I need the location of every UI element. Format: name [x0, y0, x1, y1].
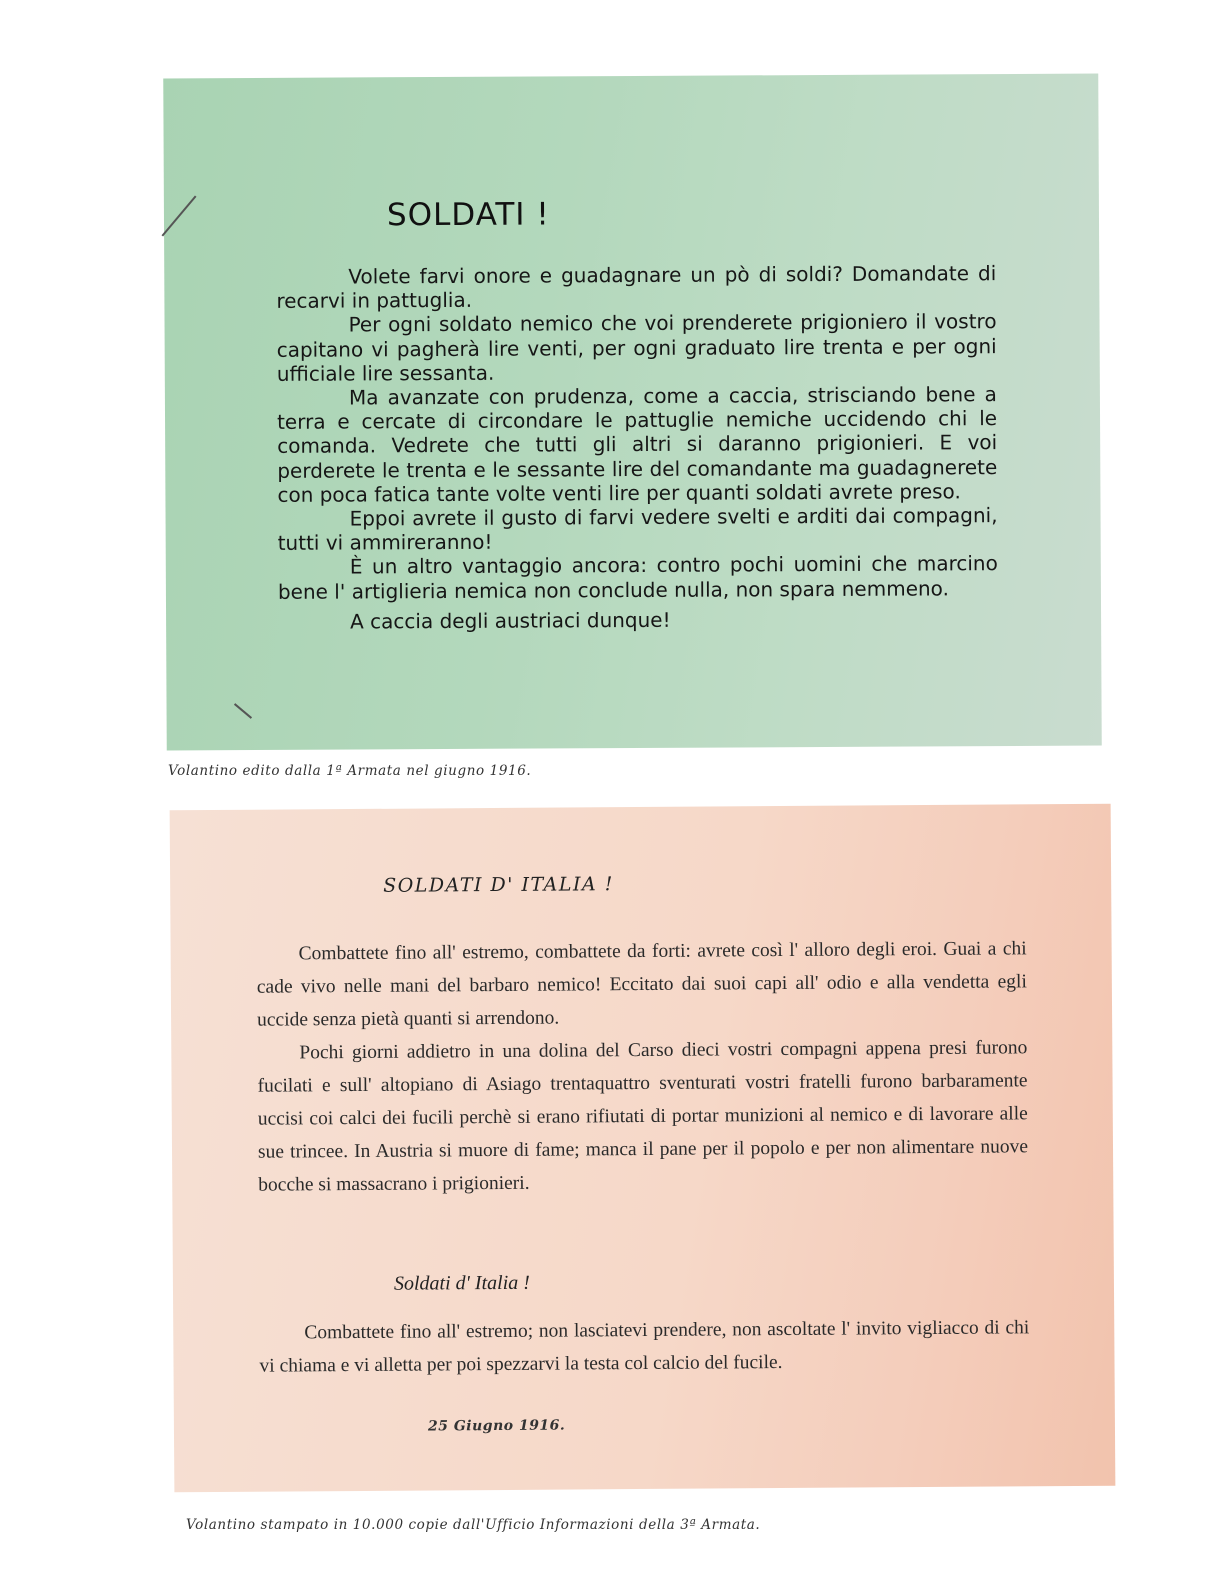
- flyer2-paragraph-2: Pochi giorni addietro in una dolina del Carso dieci vostri compagni appena presi furono fucilati e sull' altopiano di Asiago trentaquattro sventurati vostri fratelli furono barbaramente uccisi coi calci dei fucili perchè si erano rifiutati di portar munizioni al nemico e di lavorare alle sue trincee. In Austria si muore di fame; manca il pane per il popolo e per non alimentare nuove bocche si massacrano i prigionieri.: [257, 1037, 1029, 1196]
- flyer1-paragraph-5: È un altro vantaggio ancora: contro pochi uomini che marcino bene l' artiglieria nemica non conclude nulla, non spara nemmeno.: [277, 551, 998, 604]
- flyer1-paragraph-3: Ma avanzate con prudenza, come a caccia, strisciando bene a terra e cercate di circondare le pattuglie nemiche uccidendo chi le comanda. Vedrete che tutti gli altri si daranno prigionieri. E voi perderete le trenta e le sessante lire del comandante ma guadagnerete con poca fatica tante volte venti lire per quanti soldati avrete preso.: [276, 382, 998, 507]
- flyer-soldati-d-italia: [170, 804, 1116, 1493]
- flyer2-paragraph-3: Combattete fino all' estremo; non lasciatevi prendere, non ascoltate l' invito vigliacco di chi vi chiama e vi alletta per poi spezzarvi la testa col calcio del fucile.: [259, 1317, 1030, 1377]
- flyer2-subtitle: Soldati d' Italia !: [393, 1271, 530, 1295]
- flyer2-body: [257, 932, 1029, 1201]
- flyer1-paragraph-4: Eppoi avrete il gusto di farvi vedere svelti e arditi dai compagni, tutti vi ammireranno!: [277, 503, 998, 556]
- flyer2-title: SOLDATI D' ITALIA !: [383, 873, 614, 897]
- flyer1-paragraph-2: Per ogni soldato nemico che voi prenderete prigioniero il vostro capitano vi pagherà lire venti, per ogni graduato lire trenta e per ogni ufficiale lire sessanta.: [276, 309, 997, 386]
- caption-flyer1: Volantino edito dalla 1ª Armata nel giugno 1916.: [168, 763, 532, 779]
- flyer-soldati: [163, 74, 1102, 751]
- flyer1-closing: A caccia degli austriaci dunque!: [350, 607, 671, 634]
- flyer1-body: [276, 261, 998, 634]
- flyer2-date: 25 Giugno 1916.: [427, 1417, 566, 1435]
- flyer2-body-2: [259, 1311, 1029, 1382]
- flyer1-paragraph-1: Volete farvi onore e guadagnare un pò di soldi? Domandate di recarvi in pattuglia.: [276, 261, 997, 314]
- flyer1-title: SOLDATI !: [386, 196, 550, 234]
- caption-flyer2: Volantino stampato in 10.000 copie dall'Ufficio Informazioni della 3ª Armata.: [186, 1517, 761, 1533]
- flyer2-paragraph-1: Combattete fino all' estremo, combattete da forti: avrete così l' alloro degli eroi. Guai a chi cade vivo nelle mani del barbaro nemico! Eccitato dai suoi capi all' odio e alla vendetta egli uccide senza pietà quanti si arrendono.: [256, 938, 1027, 1031]
